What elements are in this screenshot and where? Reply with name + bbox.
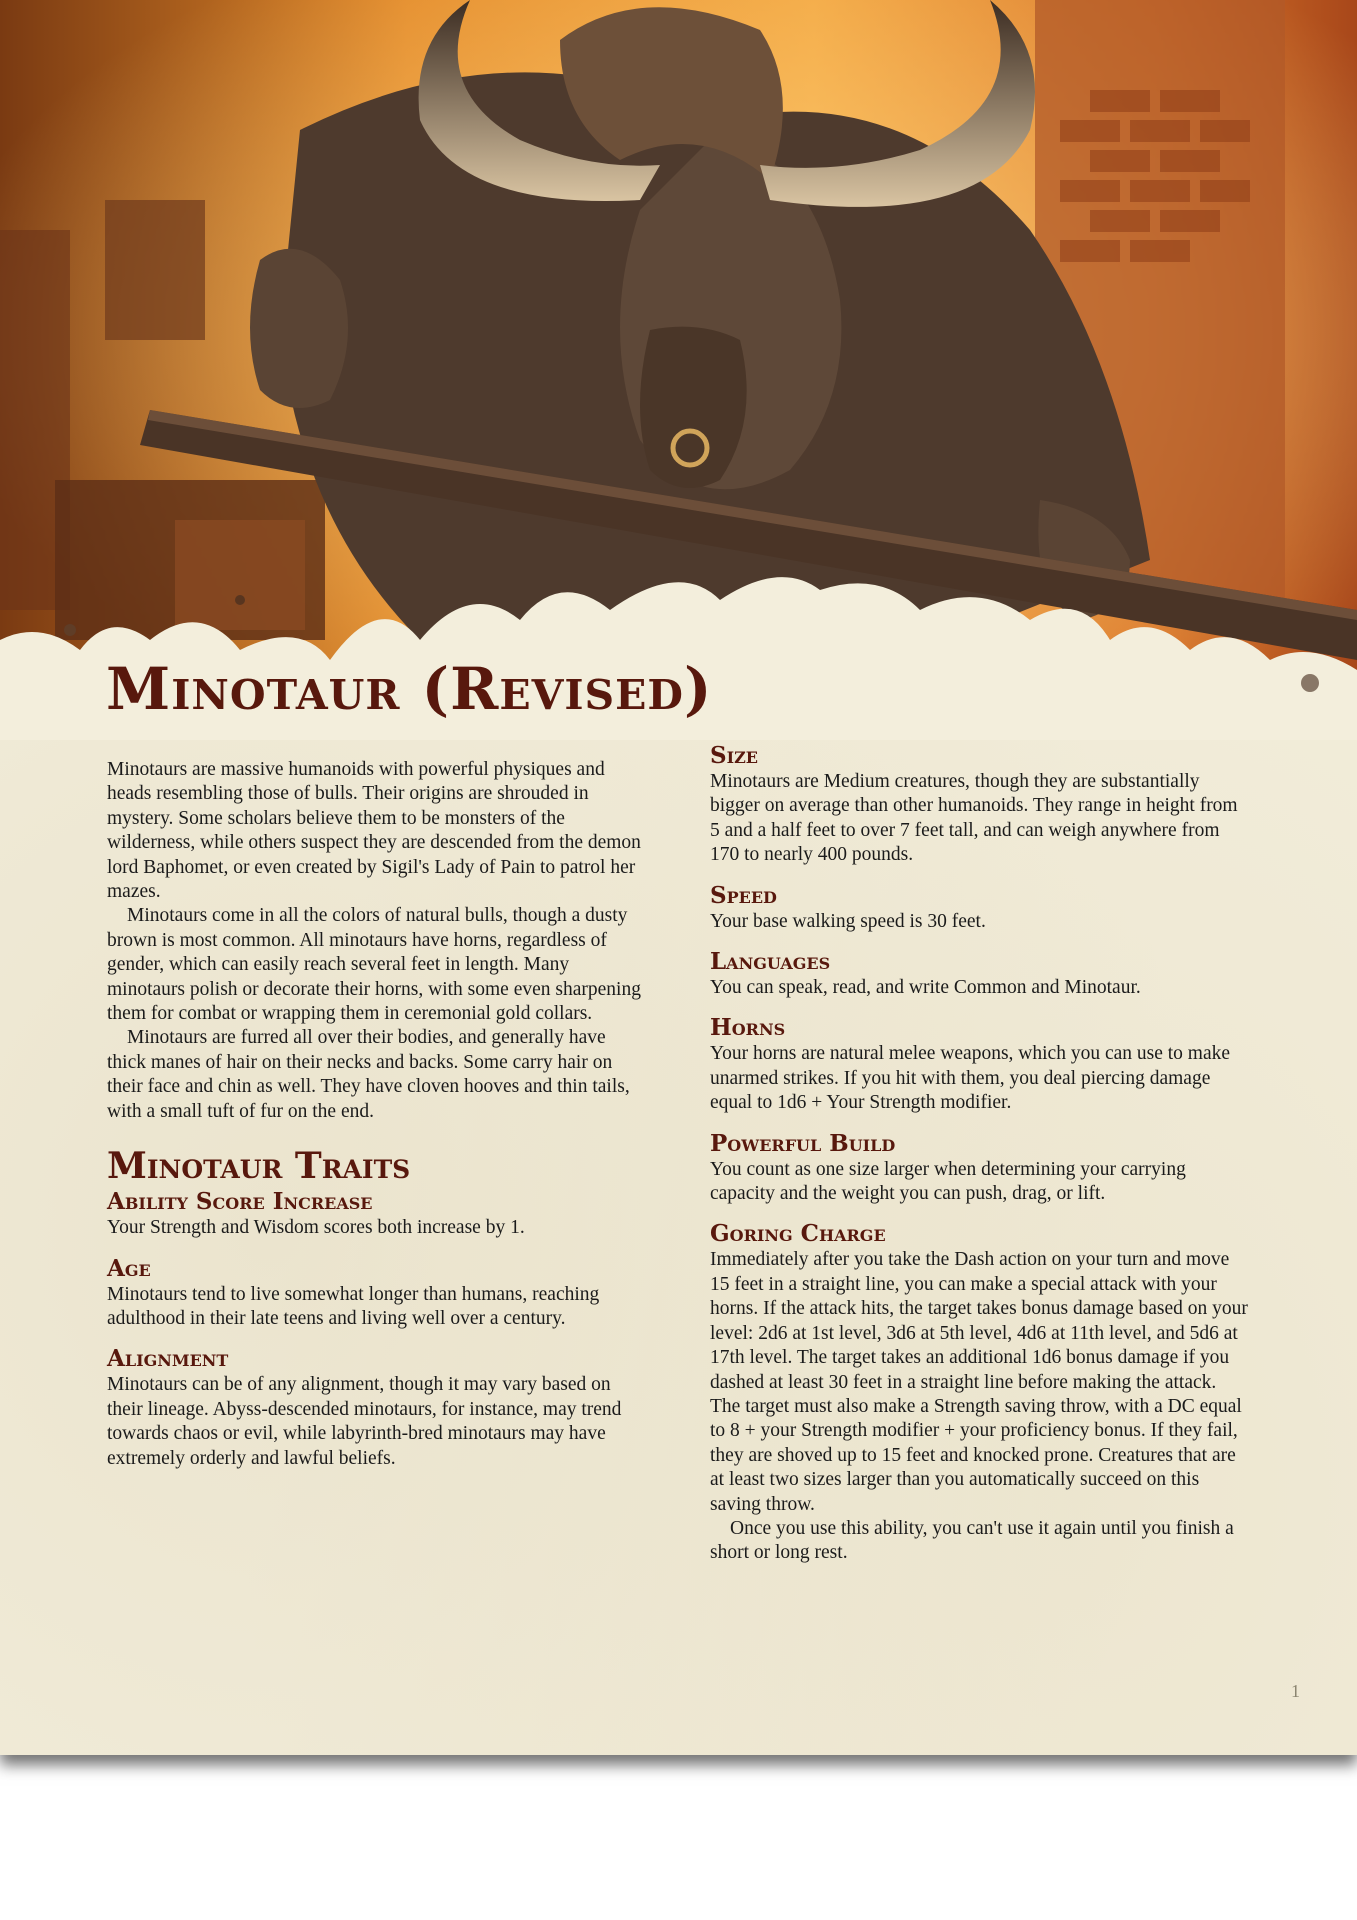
trait-powerful-build-title: Powerful Build bbox=[710, 1129, 896, 1157]
trait-languages-title: Languages bbox=[710, 948, 831, 976]
trait-ability-title: Ability Score Increase bbox=[107, 1188, 373, 1216]
traits-heading: Minotaur Traits bbox=[107, 1145, 411, 1188]
intro-paragraph-1: Minotaurs are massive humanoids with powerful physiques and heads resembling those of bulls. Their origins are shrouded in mystery. Some scholars believe them to be monsters of the wilderness, while others suspect they are descended from the demon lord Baphomet, or even created by Sigil's Lady of Pain to patrol her mazes. bbox=[107, 759, 641, 903]
trait-goring-charge-text-2: Once you use this ability, you can't use it again until you finish a short or long rest. bbox=[710, 1517, 1234, 1564]
trait-horns-title: Horns bbox=[710, 1014, 786, 1042]
minotaur-illustration bbox=[0, 0, 1357, 740]
trait-speed-title: Speed bbox=[710, 881, 777, 909]
trait-size-title: Size bbox=[710, 742, 758, 769]
trait-horns-text: Your horns are natural melee weapons, which you can use to make unarmed strikes. If you hit with them, you deal piercing damage equal to 1d6 + Your Strength modifier. bbox=[710, 1043, 1231, 1114]
trait-age-title: Age bbox=[107, 1254, 151, 1282]
trait-ability-text: Your Strength and Wisdom scores both increase by 1. bbox=[107, 1217, 525, 1239]
trait-size-text: Minotaurs are Medium creatures, though they are substantially bigger on average than other humanoids. They range in height from 5 and a half feet to over 7 feet tall, and can weigh anywhere from 170 to nearly 400 pounds. bbox=[710, 771, 1238, 866]
intro-paragraph-3: Minotaurs are furred all over their bodies, and generally have thick manes of hair on their necks and backs. Some carry hair on their face and chin as well. They have cloven hooves and thin tails, with a small tuft of fur on the end. bbox=[107, 1027, 630, 1122]
trait-powerful-build-text: You count as one size larger when determining your carrying capacity and the weight you can push, drag, or lift. bbox=[710, 1158, 1186, 1205]
page-title: Minotaur (Revised) bbox=[106, 655, 713, 723]
trait-age-text: Minotaurs tend to live somewhat longer than humans, reaching adulthood in their late teens and living well over a century. bbox=[107, 1283, 600, 1329]
trait-alignment-title: Alignment bbox=[107, 1345, 229, 1373]
intro-paragraph-2: Minotaurs come in all the colors of natural bulls, though a dusty brown is most common. All minotaurs have horns, regardless of gender, which can easily reach several feet in length. Many minotaurs polish or decorate their horns, with some even sharpening them for combat or wrapping them in ceremonial gold collars. bbox=[107, 905, 641, 1025]
trait-goring-charge-text: Immediately after you take the Dash action on your turn and move 15 feet in a straight line, you can make a special attack with your horns. If the attack hits, the target takes bonus damage based on your level: 2d6 at 1st level, 3d6 at 5th level, 4d6 at 11th level, and 5d6 at 17th level. The target takes an additional 1d6 bonus damage if you dashed at least 30 feet in a straight line before making the attack. The target must also make a Strength saving throw, with a DC equal to 8 + your Strength modifier + your proficiency bonus. If they fail, they are shoved up to 15 feet and knocked prone. Creatures that are at least two sizes larger than you automatically succeed on this saving throw. bbox=[710, 1249, 1248, 1515]
trait-languages-text: You can speak, read, and write Common and Minotaur. bbox=[710, 977, 1141, 999]
right-column bbox=[710, 742, 1250, 1566]
left-column bbox=[107, 758, 647, 1471]
trait-speed-text: Your base walking speed is 30 feet. bbox=[710, 910, 986, 932]
page-number: 1 bbox=[1291, 1681, 1300, 1701]
trait-alignment-text: Minotaurs can be of any alignment, though it may vary based on their lineage. Abyss-descended minotaurs, for instance, may trend towards chaos or evil, while labyrinth-bred minotaurs may have extremely orderly and lawful beliefs. bbox=[107, 1374, 622, 1469]
trait-goring-charge-title: Goring Charge bbox=[710, 1220, 886, 1248]
